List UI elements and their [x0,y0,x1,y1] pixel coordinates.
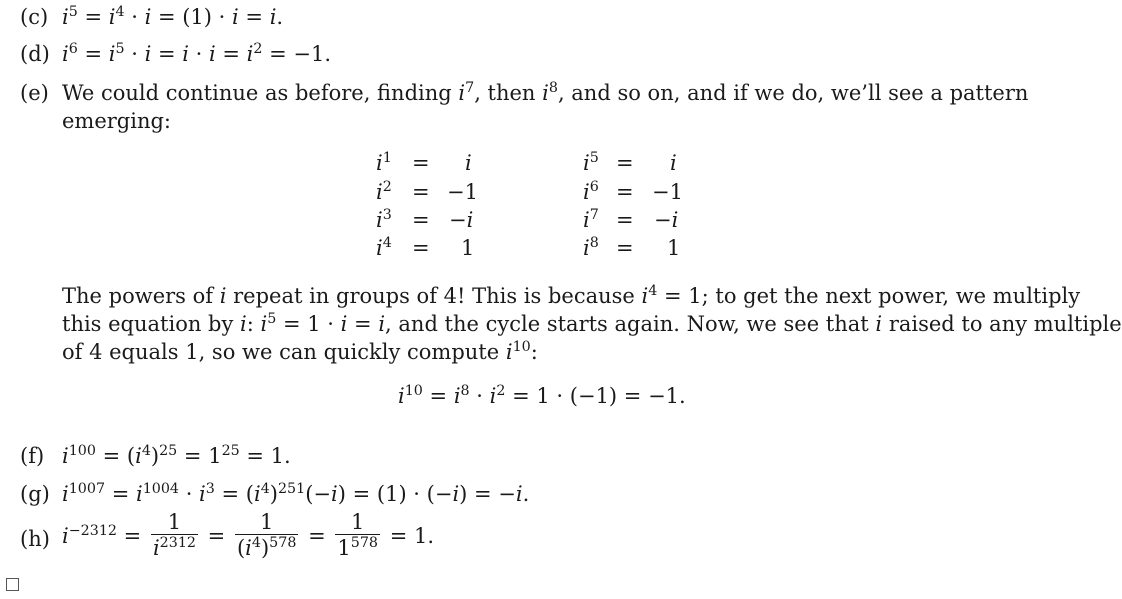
paragraph-line-2: this equation by i: $i^5 = 1 \cdot i = i$, and the cycle starts again. Now, we see that i raised to any multiple [62,311,1122,336]
equation-h: $i^{-2312}$ = $\frac{1}{i^{2312}}$ = $\frac{1}{(i^4)^{578}}$ = $\frac{1}{1^{578}}$ = 1. [62,510,434,560]
item-label: (e) [20,81,49,105]
item-label: (g) [20,482,50,506]
intro-line-2: emerging: [62,109,172,133]
item-label: (d) [20,42,50,66]
equation-d: $i^6 = i^5 \cdot i = i \cdot i = i^2 = -1$. [62,41,332,66]
equation-g: $i^{1007} = i^{1004} \cdot i^3 = (i^4)^{251}(-i) = (1) \cdot (-i) = -i$. [62,481,530,506]
paragraph-line-1: The powers of i repeat in groups of 4! This is because $i^4 = 1$; to get the next power, we multiply [62,283,1081,308]
equation-c: $i^5 = i^4 \cdot i = (1) \cdot i = i$. [62,4,284,29]
item-e-intro [62,79,1029,135]
paragraph-line-3: of 4 equals 1, so we can quickly compute $i^{10}$: [62,339,538,364]
page: (c) $i^5 = i^4 \cdot i = (1) \cdot i = i$. (d) $i^6 = i^5 \cdot i = i \cdot i = i^2 = -1$. (e) We could continue as before, finding $i^7$, then $i^8$, and so on, and if we do, we’ll see a pattern emerging: $i^1$ = i $i^5$ = i $i^2$ = −1 $i^6$ = −1 $i^3$ = −i $i^7$ = −i $i^4$ = 1 $i^8$ = 1 The powers of i repeat in groups of 4! This is because $i^4 = 1$; to get the next power, we multiply this equation by i: $i^5 = 1 \cdot i = i$, and the cycle starts again. Now, we see that i raised to any multiple of 4 equals 1, so we can quickly compute $i^{10}$: $i^{10} = i^8 \cdot i^2 = 1 \cdot (-1) = -1$. (f) $i^{100} = (i^4)^{25} = 1^{25} = 1$. (g) $i^{1007} = i^{1004} \cdot i^3 = (i^4)^{251}(-i) = (1) \cdot (-i) = -i$. (h) $i^{-2312}$ = $\frac{1}{i^{2312}}$ = $\frac{1}{(i^4)^{578}}$ = $\frac{1}{1^{578}}$ = 1. [0,0,1010,599]
item-label: (c) [20,5,49,29]
fraction: $\frac{1}{(i^4)^{578}}$ [236,510,297,560]
fraction: $\frac{1}{i^{2312}}$ [152,510,196,560]
end-of-proof-icon [6,578,19,591]
equation-f: $i^{100} = (i^4)^{25} = 1^{25} = 1$. [62,443,291,468]
equation-i10: $i^{10} = i^8 \cdot i^2 = 1 \cdot (-1) = -1$. [398,383,686,408]
item-label: (f) [20,444,45,468]
explanation-paragraph [62,282,1122,366]
fraction: $\frac{1}{1^{578}}$ [337,510,378,560]
intro-line-1: We could continue as before, finding $i^7$, then $i^8$, and so on, and if we do, we’ll see a pattern [62,80,1029,105]
item-label: (h) [20,527,50,551]
